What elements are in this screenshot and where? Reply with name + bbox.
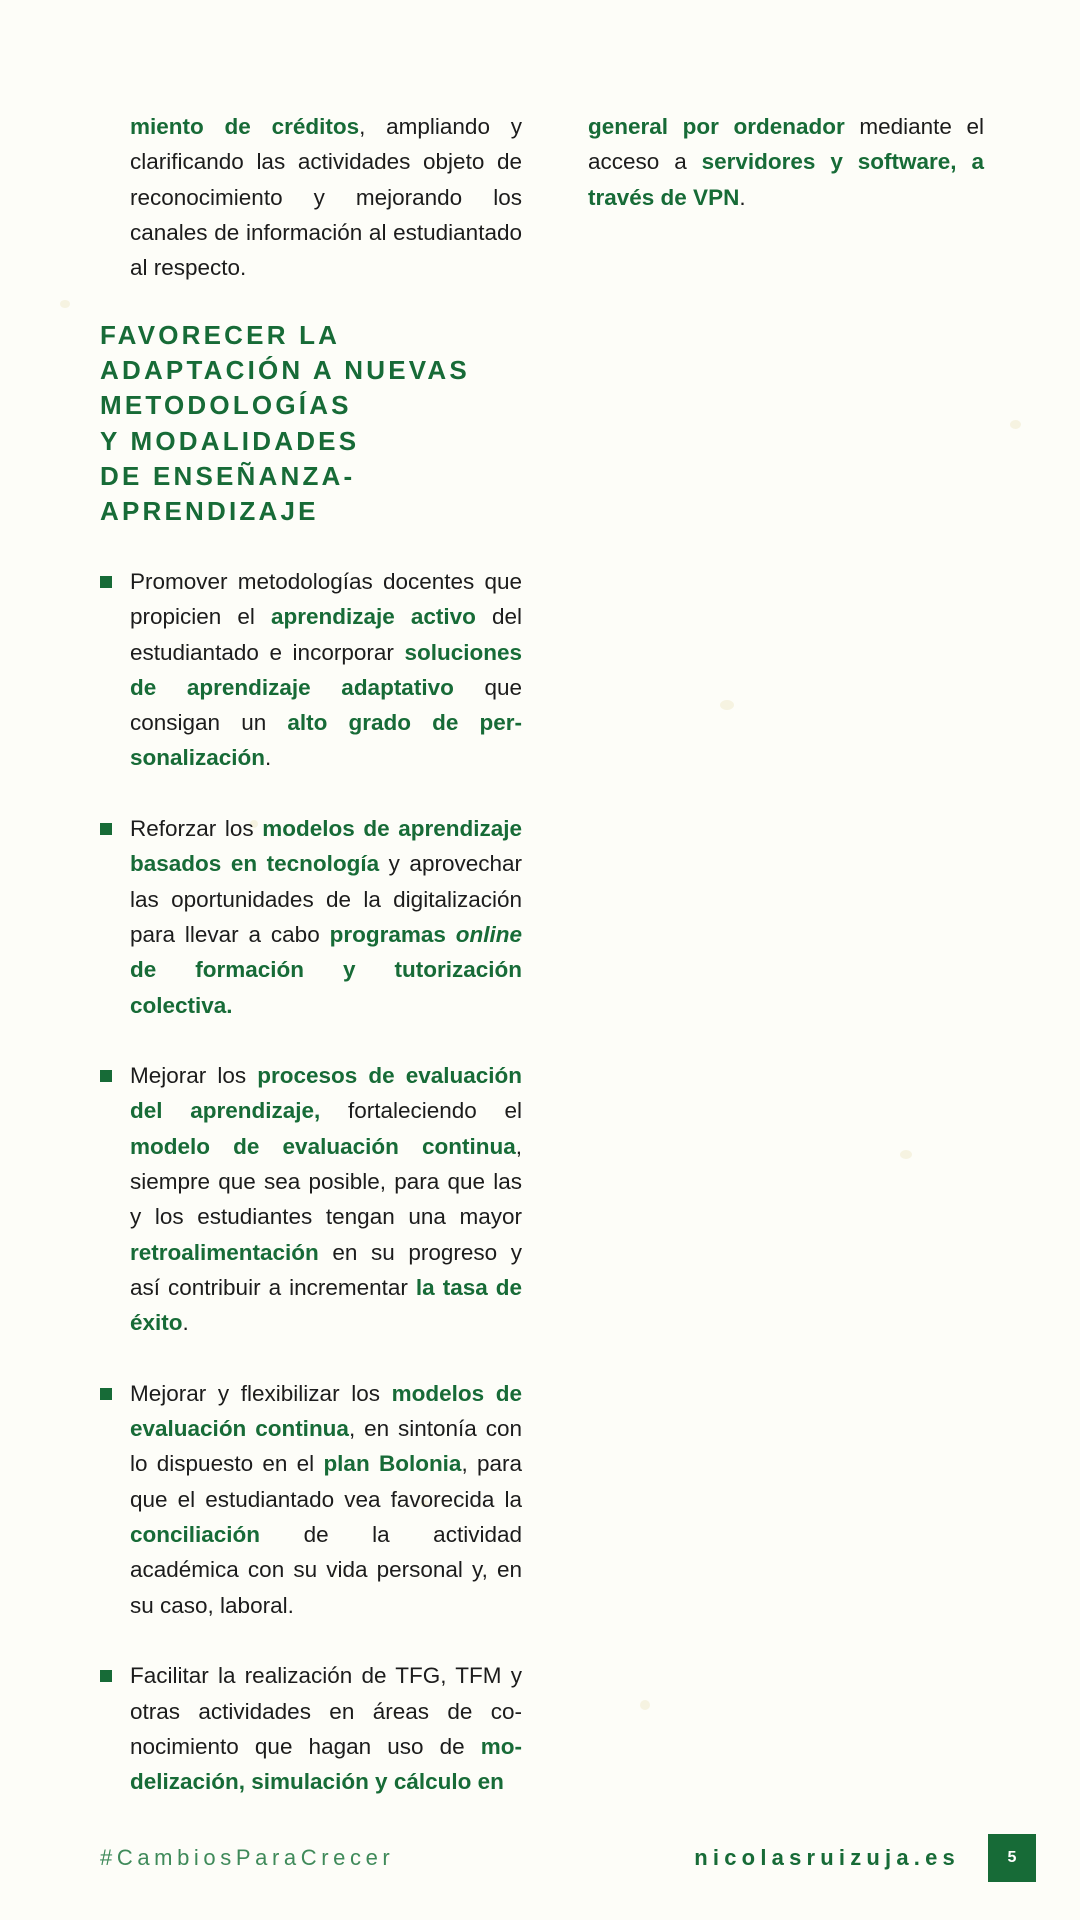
highlight-text: programas: [329, 921, 446, 947]
body-text: , en sintonía con lo dispuesto en el: [130, 1416, 522, 1477]
page-number: 5: [1007, 1849, 1017, 1866]
highlight-text: de formación y tutorización colectiva.: [130, 957, 522, 1018]
highlight-text: soluciones de aprendizaje adaptativo: [130, 639, 522, 700]
highlight-italic-text: online: [455, 921, 522, 947]
body-text: Facilitar la realización de TFG, TFM y otras actividades en áreas de conocimiento que hagan uso de: [130, 1663, 522, 1759]
footer-hashtag: #CambiosParaCrecer: [100, 1845, 395, 1870]
highlight-text: plan Bolonia: [323, 1451, 462, 1477]
highlight-text: modelo de evaluación continua: [130, 1133, 516, 1159]
square-bullet-icon: [100, 576, 112, 588]
body-text: .: [182, 1310, 189, 1336]
bullet-item: [100, 1658, 522, 1799]
highlight-text: retroalimentación: [130, 1239, 319, 1265]
section-heading: [100, 318, 540, 529]
heading-line: APRENDIZAJE: [100, 496, 319, 527]
body-text: [446, 922, 456, 947]
highlight-text: general por ordenador: [588, 114, 845, 139]
square-bullet-icon: [100, 1670, 112, 1682]
highlight-text: procesos de evaluación del aprendizaje,: [130, 1063, 522, 1124]
heading-line: METODOLOGÍAS: [100, 390, 352, 421]
bullet-item: [100, 811, 522, 1023]
bullet-list: [100, 564, 522, 1835]
right-column-continuation: [588, 109, 984, 215]
footer-website[interactable]: nicolasruizuja.es: [694, 1845, 960, 1870]
heading-line: ADAPTACIÓN A NUEVAS: [100, 355, 470, 386]
body-text: Mejorar y flexibilizar los: [130, 1380, 392, 1406]
highlight-text: alto grado de personalización: [130, 710, 522, 771]
body-text: del estudiantado e incorporar: [130, 604, 522, 665]
bullet-item: [100, 1376, 522, 1623]
highlight-text: modelización, simulación y cálculo en: [130, 1733, 522, 1795]
square-bullet-icon: [100, 1388, 112, 1400]
square-bullet-icon: [100, 823, 112, 835]
page-number-badge: [988, 1834, 1036, 1882]
background-speck: [640, 1700, 650, 1710]
bullet-item: [100, 564, 522, 776]
left-column-continuation: [130, 109, 522, 285]
highlight-text: modelos de aprendizaje basados en tecnología: [130, 816, 522, 877]
background-speck: [900, 1150, 912, 1159]
highlight-text: servidores y software, a través de VPN: [588, 149, 984, 210]
square-bullet-icon: [100, 1070, 112, 1082]
body-text: Mejorar los: [130, 1063, 258, 1089]
body-text: , para que el estudiantado vea favorecida la: [130, 1451, 523, 1512]
body-text: fortaleciendo el: [320, 1098, 522, 1124]
body-text: y aprovechar las oportunidades de la digitalización para llevar a cabo: [130, 851, 522, 947]
body-text: mediante el acceso a: [588, 114, 984, 175]
background-speck: [720, 700, 734, 710]
highlight-text: miento de créditos: [130, 114, 360, 139]
body-text: , siempre que sea posible, para que las y los estudiantes tengan una mayor: [130, 1133, 522, 1230]
body-text: Reforzar los: [130, 816, 263, 842]
background-speck: [60, 300, 70, 308]
heading-line: Y MODALIDADES: [100, 425, 360, 456]
body-text: de la actividad académica con su vida personal y, en su caso, laboral.: [130, 1522, 522, 1618]
highlight-text: modelos de evaluación continua: [130, 1380, 522, 1442]
heading-line: DE ENSEÑANZA-: [100, 460, 356, 491]
body-text: .: [265, 745, 272, 771]
body-text: .: [739, 184, 746, 210]
body-text: , ampliando y clarificando las actividades objeto de reconocimiento y mejorando los canales de información al estudiantado al respecto.: [130, 114, 522, 281]
highlight-text: aprendizaje activo: [270, 604, 476, 630]
highlight-text: conciliación: [130, 1522, 261, 1548]
body-text: en su progreso y así contribuir a incrementar: [130, 1239, 522, 1300]
body-text: que consigan un: [130, 674, 522, 736]
heading-line: FAVORECER LA: [100, 320, 341, 350]
bullet-item: [100, 1058, 522, 1340]
body-text: Promover metodologías docentes que propicien el: [130, 569, 522, 630]
background-speck: [1010, 420, 1021, 429]
highlight-text: la tasa de éxito: [130, 1274, 523, 1336]
